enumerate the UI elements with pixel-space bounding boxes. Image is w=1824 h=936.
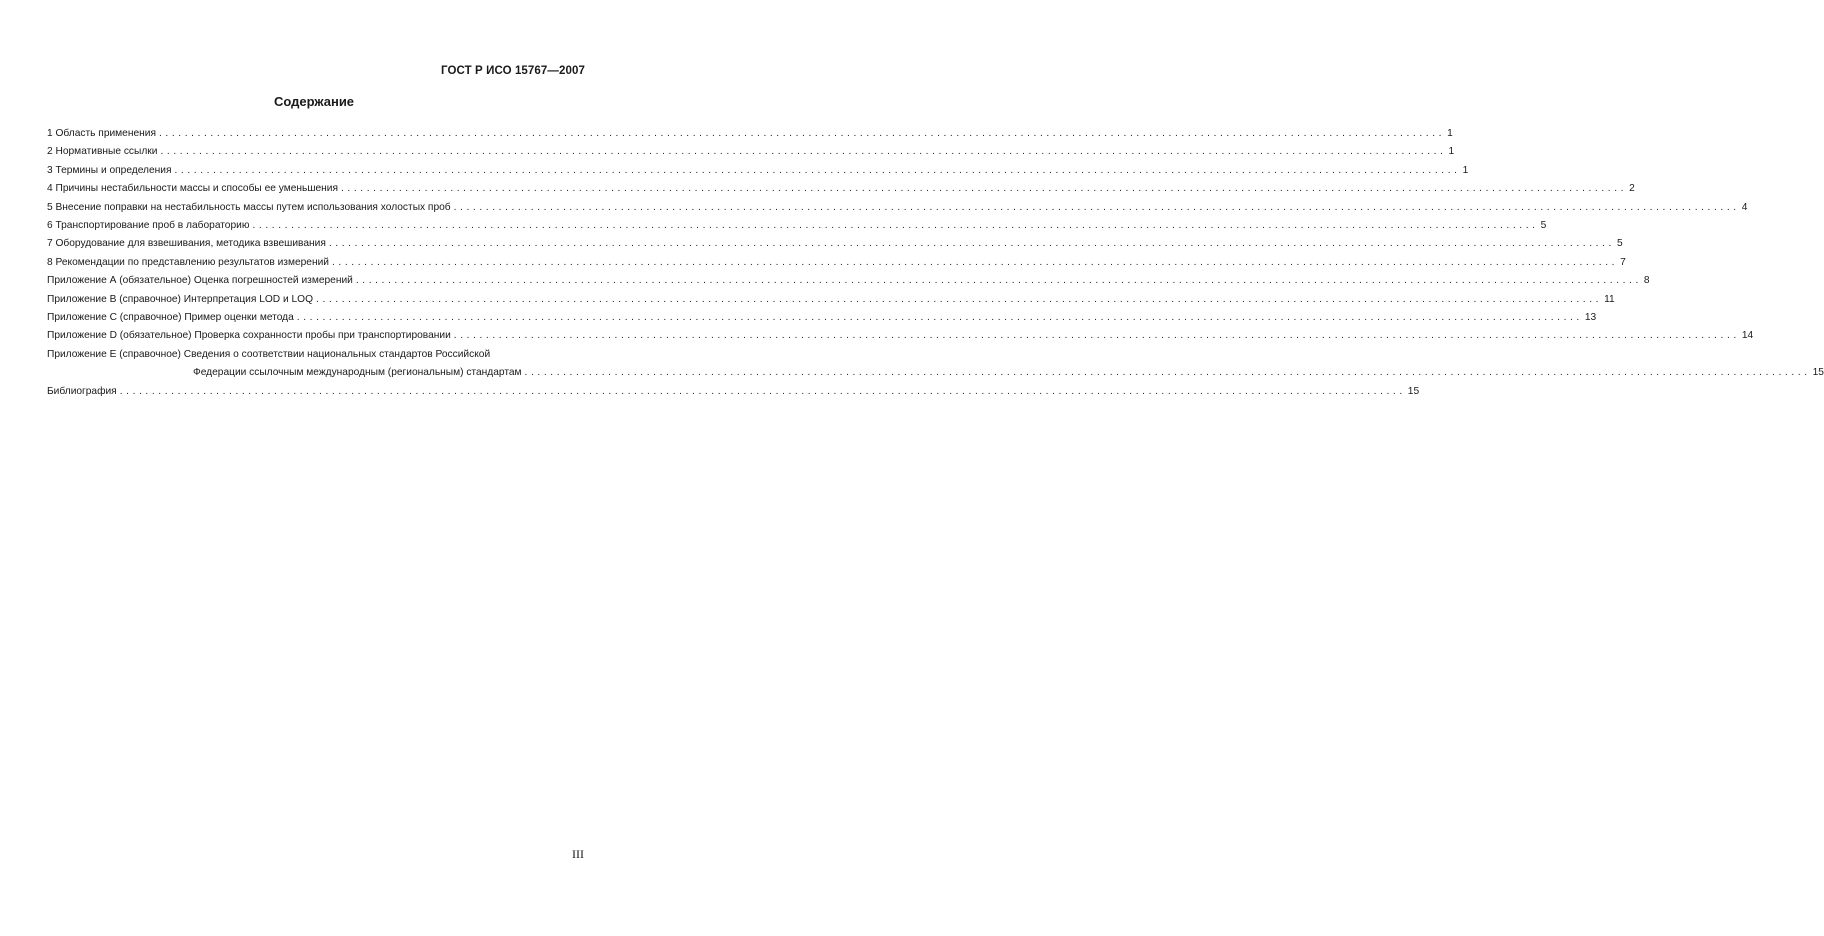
toc-entry-label: 7 Оборудование для взвешивания, методика взвешивания <box>47 238 326 250</box>
toc-entry[interactable] <box>47 291 1615 309</box>
toc-entry-label: 1 Область применения <box>47 128 156 139</box>
dot-leader: ........................................................................................................................................................................................................ <box>316 293 1603 305</box>
toc-entry-label: Приложение С (справочное) Пример оценки метода <box>47 312 294 324</box>
dot-leader: ........................................................................................................................................................................................................ <box>158 128 1446 139</box>
toc-entry[interactable] <box>47 272 1650 290</box>
dot-leader: ........................................................................................................................................................................................................ <box>252 220 1539 232</box>
toc-entry-label: 2 Нормативные ссылки <box>47 146 158 158</box>
toc-entry[interactable] <box>47 162 1469 180</box>
toc-entry-label: 6 Транспортирование проб в лабораторию <box>47 220 250 232</box>
toc-entry[interactable] <box>47 254 1626 272</box>
toc-entry-page: 2 <box>1629 183 1635 195</box>
toc-entry-page: 5 <box>1540 220 1547 232</box>
toc-entry-page: 1 <box>1462 164 1469 176</box>
toc-entry-page: 7 <box>1620 256 1626 268</box>
page-number: III <box>572 847 584 861</box>
toc-entry-label-line1: Приложение Е (справочное) Сведения о соответствии национальных стандартов Российской <box>47 348 491 360</box>
table-of-contents <box>47 125 1824 401</box>
toc-entry[interactable] <box>47 327 1754 345</box>
dot-leader: ........................................................................................................................................................................................................ <box>331 256 1619 268</box>
dot-leader: ........................................................................................................................................................................................................ <box>453 330 1740 342</box>
toc-entry[interactable] <box>47 180 1635 198</box>
dot-leader: ........................................................................................................................................................................................................ <box>524 367 1811 379</box>
toc-entry[interactable] <box>47 199 1748 217</box>
toc-entry-page: 1 <box>1447 128 1453 139</box>
toc-entry-label: 5 Внесение поправки на нестабильность массы путем использования холостых проб <box>47 201 451 213</box>
toc-entry-page: 13 <box>1584 312 1597 324</box>
toc-entry[interactable] <box>47 383 1420 401</box>
dot-leader: ........................................................................................................................................................................................................ <box>328 238 1615 250</box>
dot-leader: ........................................................................................................................................................................................................ <box>160 146 1447 158</box>
dot-leader: ........................................................................................................................................................................................................ <box>174 164 1461 176</box>
dot-leader: ........................................................................................................................................................................................................ <box>341 183 1628 195</box>
toc-entry[interactable] <box>47 143 1455 161</box>
dot-leader: ........................................................................................................................................................................................................ <box>119 385 1406 397</box>
toc-title: Содержание <box>273 94 355 109</box>
toc-entry-page: 14 <box>1741 330 1754 342</box>
toc-entry[interactable] <box>47 346 1824 383</box>
toc-entry-page: 15 <box>1812 367 1824 379</box>
standard-code: ГОСТ Р ИСО 15767—2007 <box>441 65 586 77</box>
dot-leader: ........................................................................................................................................................................................................ <box>453 201 1740 213</box>
toc-entry-label: 8 Рекомендации по представлению результатов измерений <box>47 256 329 268</box>
toc-entry[interactable] <box>47 235 1623 253</box>
toc-entry-label: Приложение D (обязательное) Проверка сохранности пробы при транспортировании <box>47 330 451 342</box>
toc-entry[interactable] <box>47 217 1547 235</box>
toc-entry-page: 1 <box>1448 146 1455 158</box>
toc-entry[interactable] <box>47 309 1597 327</box>
toc-entry-page: 8 <box>1643 275 1650 287</box>
dot-leader: ........................................................................................................................................................................................................ <box>355 275 1642 287</box>
toc-entry-label: Библиография <box>47 385 117 397</box>
toc-entry-label-line2: Федерации ссылочным международным (региональным) стандартам <box>193 367 522 379</box>
toc-entry-label: Приложение А (обязательное) Оценка погрешностей измерений <box>47 275 353 287</box>
toc-entry-label: 4 Причины нестабильности массы и способы ее уменьшения <box>47 183 338 195</box>
toc-entry-page: 5 <box>1616 238 1623 250</box>
toc-entry-label: 3 Термины и определения <box>47 164 172 176</box>
toc-entry-page: 15 <box>1407 385 1420 397</box>
toc-entry-page: 11 <box>1604 293 1615 305</box>
toc-entry-label: Приложение В (справочное) Интерпретация LOD и LOQ <box>47 293 314 305</box>
dot-leader: ........................................................................................................................................................................................................ <box>296 312 1583 324</box>
toc-entry-page: 4 <box>1741 201 1748 213</box>
toc-entry[interactable] <box>47 125 1453 143</box>
